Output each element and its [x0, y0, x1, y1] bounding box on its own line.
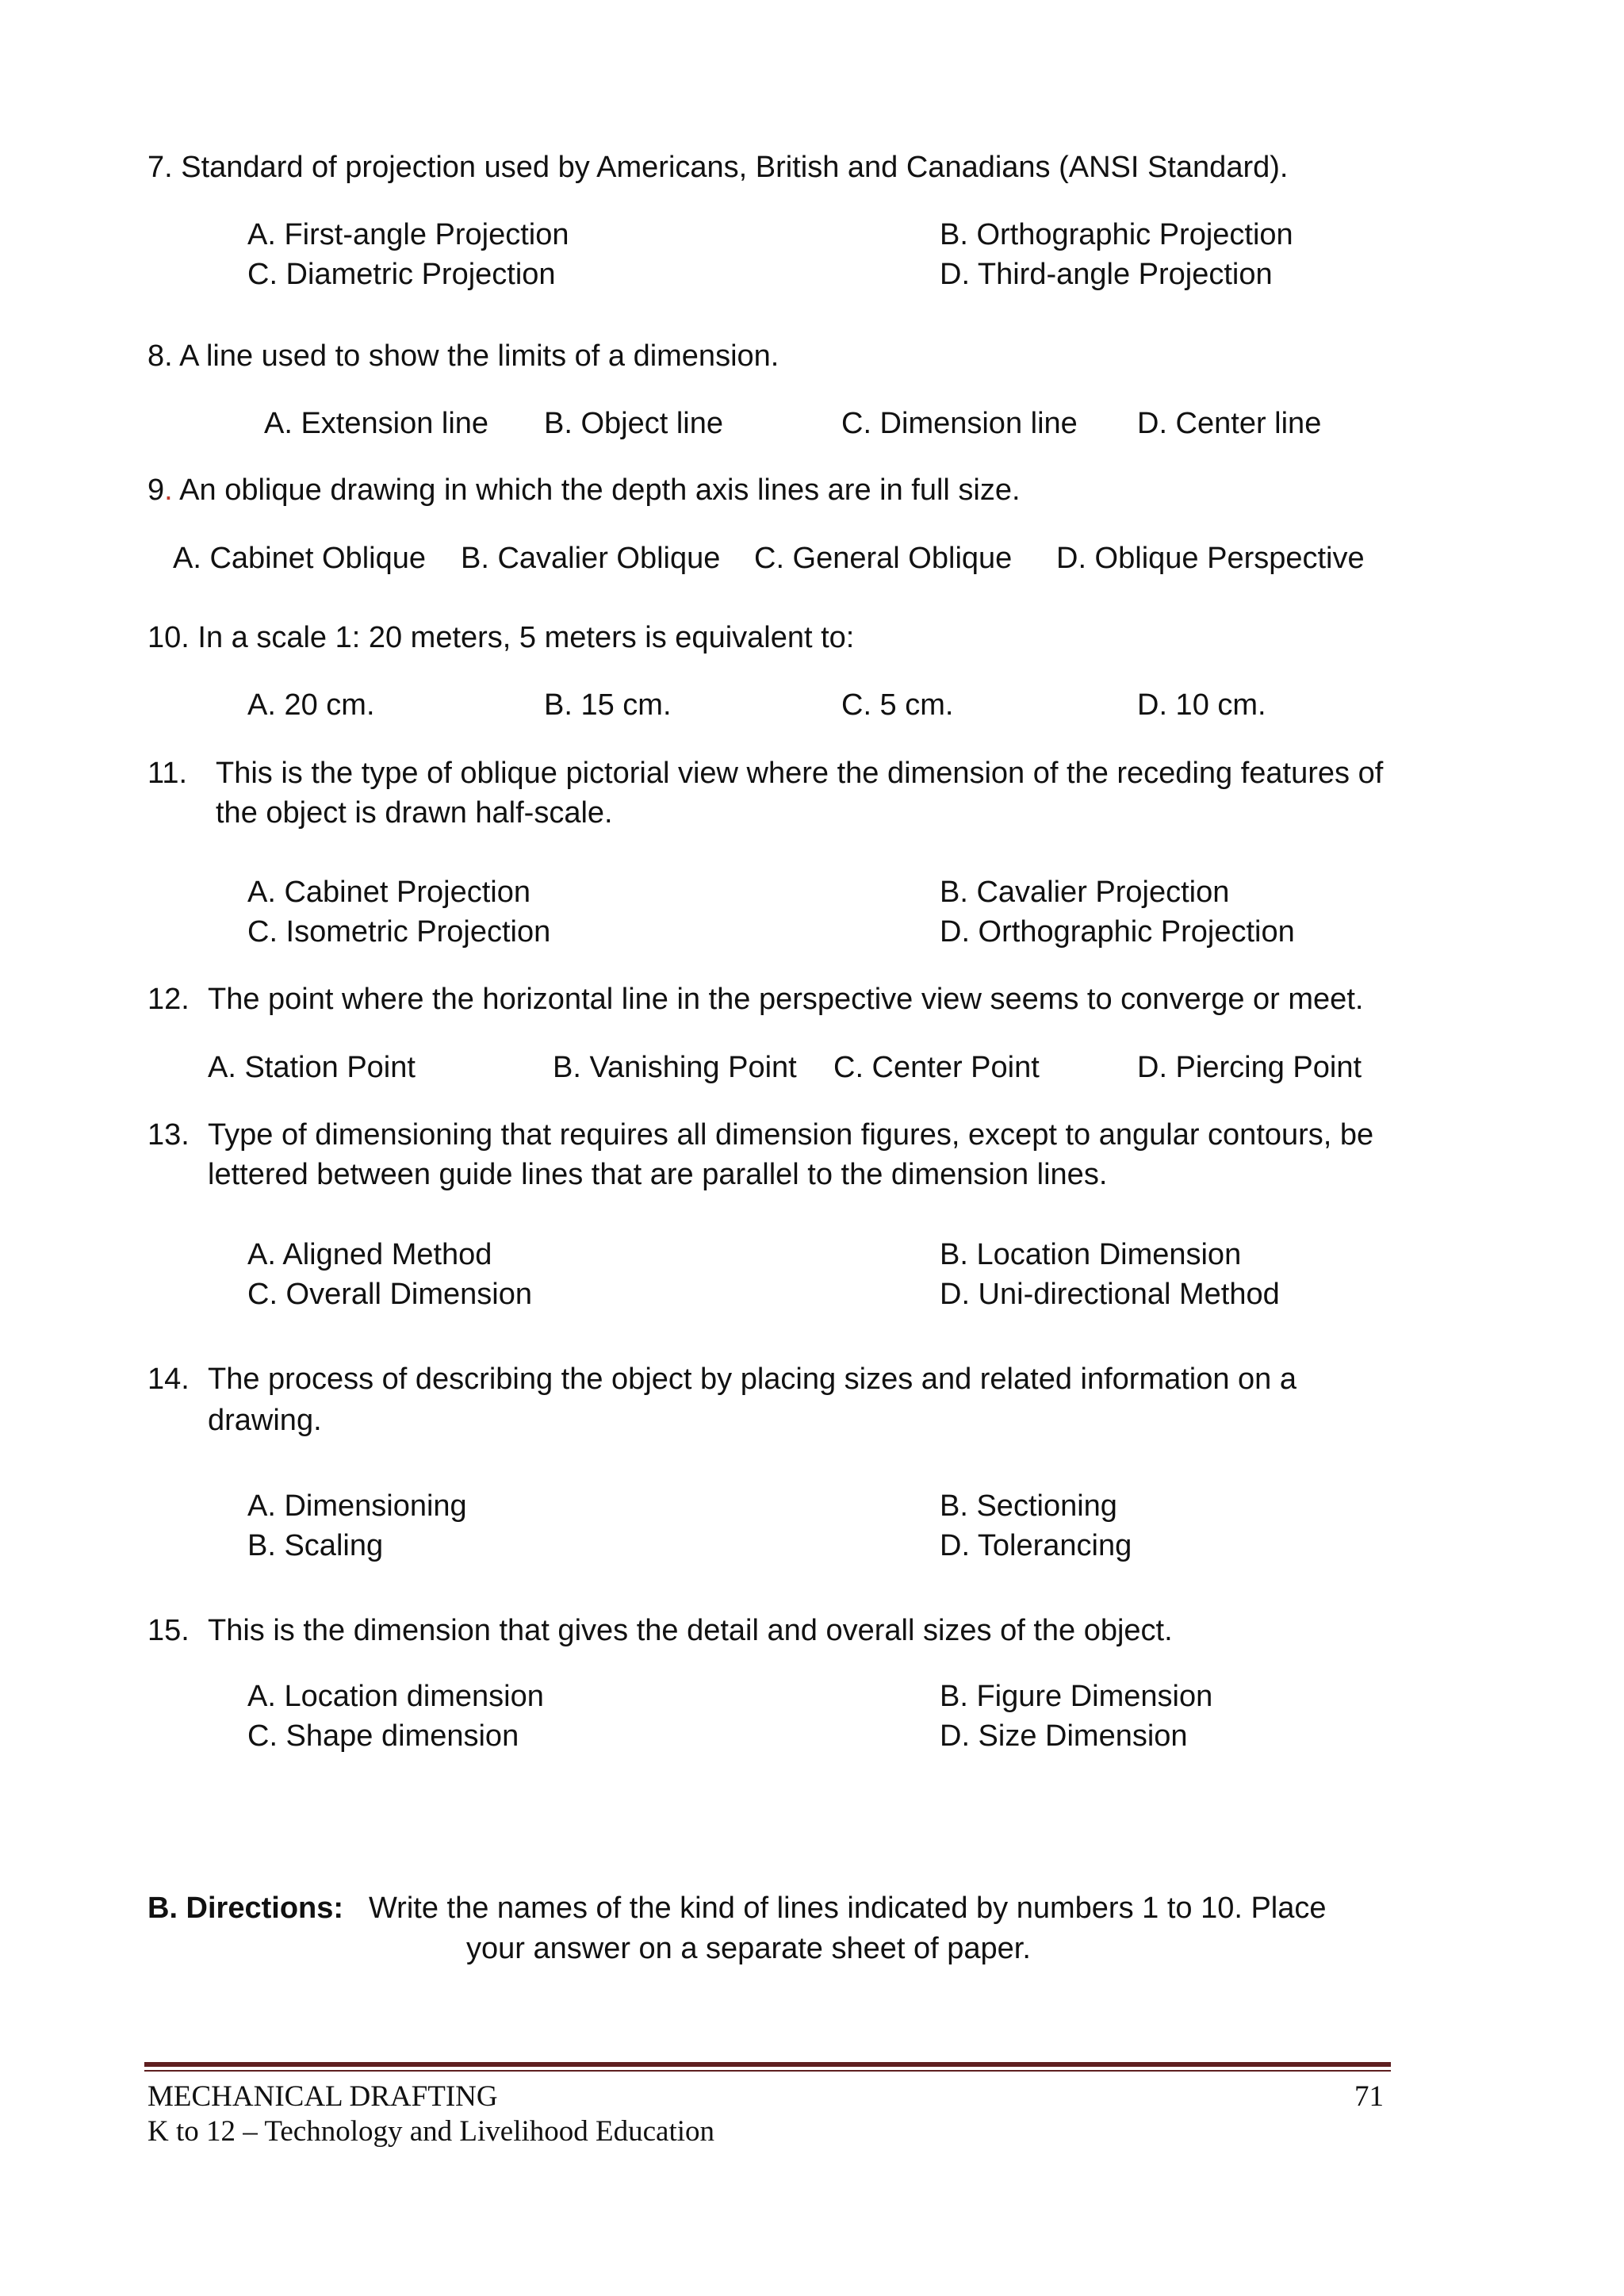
question-15-option-d: D. Size Dimension: [940, 1719, 1188, 1753]
question-13-option-d: D. Uni-directional Method: [940, 1278, 1280, 1311]
question-15-option-c: C. Shape dimension: [247, 1719, 519, 1753]
question-8-text: 8. A line used to show the limits of a dimension.: [147, 339, 779, 373]
question-11-line-2: the object is drawn half-scale.: [216, 796, 613, 830]
question-10-option-c: C. 5 cm.: [841, 688, 954, 722]
question-14-line-2: drawing.: [208, 1404, 322, 1437]
question-12-number: 12.: [147, 983, 190, 1016]
question-13-line-2: lettered between guide lines that are parallel to the dimension lines.: [208, 1158, 1108, 1191]
footer-program: K to 12 – Technology and Livelihood Education: [147, 2115, 715, 2148]
question-13-option-c: C. Overall Dimension: [247, 1278, 532, 1311]
question-14-option-b: B. Sectioning: [940, 1489, 1117, 1523]
footer-page-number: 71: [1354, 2080, 1384, 2113]
question-15-option-b: B. Figure Dimension: [940, 1680, 1213, 1713]
question-15-text: This is the dimension that gives the detail and overall sizes of the object.: [208, 1614, 1173, 1647]
question-10-option-a: A. 20 cm.: [247, 688, 375, 722]
question-10-option-d: D. 10 cm.: [1137, 688, 1266, 722]
question-13-option-b: B. Location Dimension: [940, 1238, 1242, 1271]
question-9-option-b: B. Cavalier Oblique: [461, 542, 721, 575]
question-14-line-1: The process of describing the object by placing sizes and related information on a: [208, 1363, 1297, 1396]
question-11-option-b: B. Cavalier Projection: [940, 876, 1230, 909]
question-11-number: 11.: [147, 757, 188, 790]
question-9-dot: .: [164, 473, 173, 507]
footer-rule-thin: [144, 2070, 1391, 2072]
question-9-text: [147, 475, 1021, 505]
question-9-option-c: C. General Oblique: [754, 542, 1013, 575]
question-12-option-a: A. Station Point: [208, 1051, 416, 1084]
footer-rule-thick: [144, 2062, 1391, 2067]
question-14-option-c: B. Scaling: [247, 1529, 384, 1562]
question-11-line-1: This is the type of oblique pictorial view where the dimension of the receding features of: [216, 757, 1384, 790]
question-14-option-d: D. Tolerancing: [940, 1529, 1132, 1562]
question-9-number: 9: [147, 473, 165, 507]
question-14-option-a: A. Dimensioning: [247, 1489, 467, 1523]
question-8-option-d: D. Center line: [1137, 407, 1322, 440]
question-7-option-c: C. Diametric Projection: [247, 258, 556, 291]
question-8-option-b: B. Object line: [544, 407, 723, 440]
question-15-option-a: A. Location dimension: [247, 1680, 544, 1713]
question-13-line-1: Type of dimensioning that requires all dimension figures, except to angular contours, be: [208, 1118, 1374, 1152]
question-12-text: The point where the horizontal line in the perspective view seems to converge or meet.: [208, 983, 1364, 1016]
question-9-body: An oblique drawing in which the depth axis lines are in full size.: [172, 473, 1021, 507]
footer-subject: MECHANICAL DRAFTING: [147, 2080, 498, 2113]
question-7-option-b: B. Orthographic Projection: [940, 218, 1293, 251]
question-9-option-d: D. Oblique Perspective: [1056, 542, 1365, 575]
question-7-option-d: D. Third-angle Projection: [940, 258, 1273, 291]
question-12-option-d: D. Piercing Point: [1137, 1051, 1362, 1084]
question-8-option-c: C. Dimension line: [841, 407, 1078, 440]
question-12-option-b: B. Vanishing Point: [553, 1051, 797, 1084]
question-13-number: 13.: [147, 1118, 190, 1152]
directions-label: B. Directions:: [147, 1892, 344, 1925]
question-8-option-a: A. Extension line: [264, 407, 489, 440]
question-12-option-c: C. Center Point: [833, 1051, 1040, 1084]
question-7-text: 7. Standard of projection used by Americans, British and Canadians (ANSI Standard).: [147, 151, 1289, 184]
directions-line-2: your answer on a separate sheet of paper.: [466, 1932, 1031, 1965]
question-11-option-c: C. Isometric Projection: [247, 915, 551, 949]
question-11-option-d: D. Orthographic Projection: [940, 915, 1295, 949]
question-11-option-a: A. Cabinet Projection: [247, 876, 530, 909]
question-9-option-a: A. Cabinet Oblique: [173, 542, 426, 575]
question-14-number: 14.: [147, 1363, 190, 1396]
question-13-option-a: A. Aligned Method: [247, 1238, 492, 1271]
question-15-number: 15.: [147, 1614, 190, 1647]
question-10-option-b: B. 15 cm.: [544, 688, 672, 722]
directions-line-1: Write the names of the kind of lines indicated by numbers 1 to 10. Place: [369, 1892, 1327, 1925]
question-10-text: 10. In a scale 1: 20 meters, 5 meters is equivalent to:: [147, 621, 855, 654]
question-7-option-a: A. First-angle Projection: [247, 218, 569, 251]
